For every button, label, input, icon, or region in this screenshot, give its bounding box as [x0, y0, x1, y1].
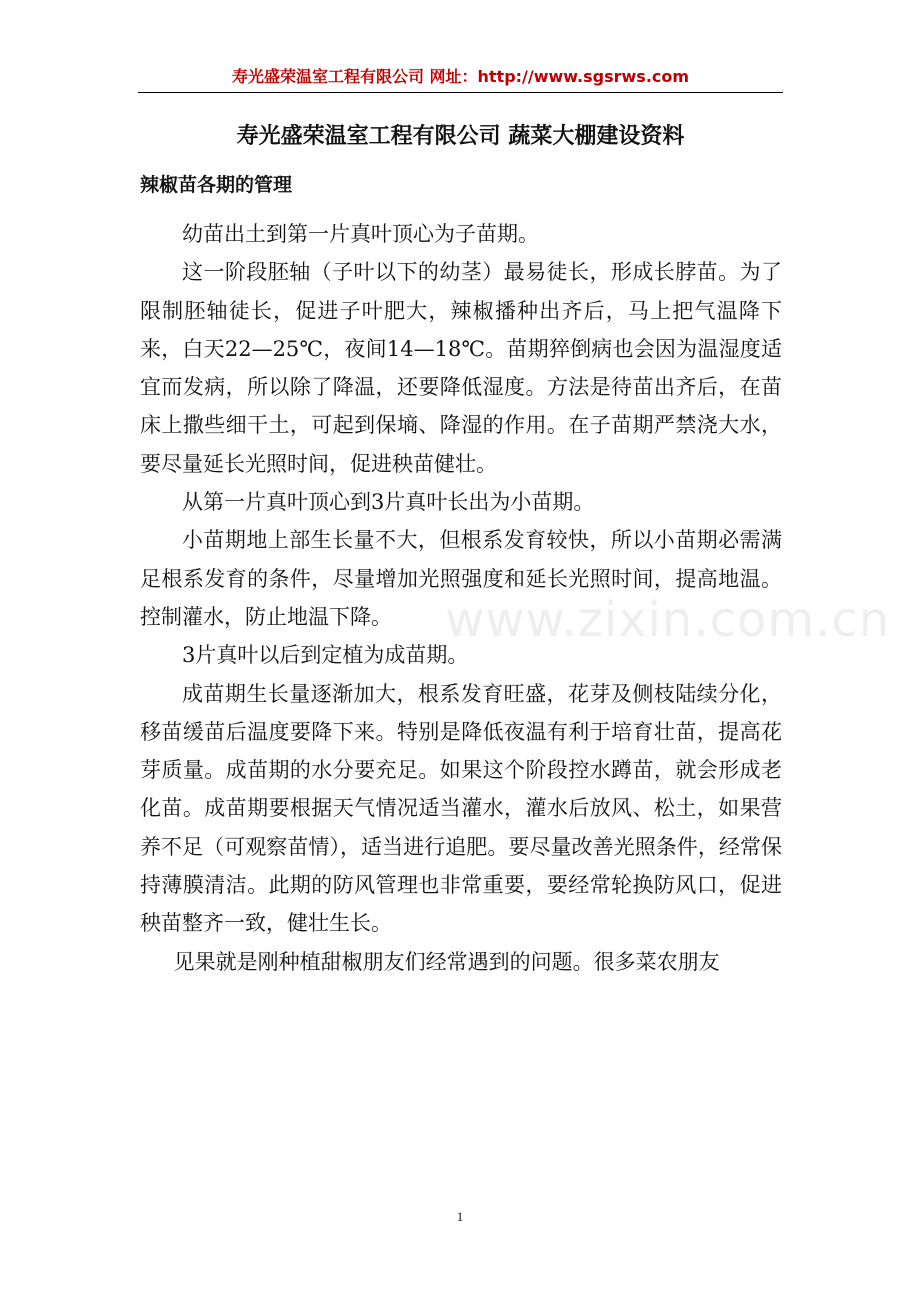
- document-title: 寿光盛荣温室工程有限公司 蔬菜大棚建设资料: [236, 124, 685, 149]
- watermark: www.zixin.com.cn: [445, 592, 891, 648]
- section-heading: 辣椒苗各期的管理: [140, 174, 293, 196]
- page-number: 1: [456, 1209, 464, 1224]
- body-text: [140, 215, 782, 981]
- paragraph: 从第一片真叶顶心到3片真叶长出为小苗期。: [182, 490, 595, 515]
- header-divider: [138, 92, 783, 93]
- paragraph: 小苗期地上部生长量不大，但根系发育较快，所以小苗期必需满足根系发育的条件，尽量增加光照强度和延长光照时间，提高地温。控制灌水，防止地温下降。: [140, 528, 782, 629]
- paragraph: 见果就是刚种植甜椒朋友们经常遇到的问题。很多菜农朋友: [173, 949, 720, 974]
- paragraph: 这一阶段胚轴（子叶以下的幼茎）最易徒长，形成长脖苗。为了限制胚轴徒长，促进子叶肥大，辣椒播种出齐后，马上把气温降下来，白天22—25℃，夜间14—18℃。苗期猝倒病也会因为温湿度适宜而发病，所以除了降温，还要降低湿度。方法是待苗出齐后，在苗床上撒些细干土，可起到保墒、降湿的作用。在子苗期严禁浇大水，要尽量延长光照时间，促进秧苗健壮。: [140, 260, 782, 476]
- paragraph: 成苗期生长量逐渐加大，根系发育旺盛，花芽及侧枝陆续分化，移苗缓苗后温度要降下来。特别是降低夜温有利于培育壮苗，提高花芽质量。成苗期的水分要充足。如果这个阶段控水蹲苗，就会形成老化苗。成苗期要根据天气情况适当灌水，灌水后放风、松土，如果营养不足（可观察苗情），适当进行追肥。要尽量改善光照条件，经常保持薄膜清洁。此期的防风管理也非常重要，要经常轮换防风口，促进秧苗整齐一致，健壮生长。: [140, 681, 782, 936]
- page-header: 寿光盛荣温室工程有限公司 网址：http://www.sgsrws.com: [231, 67, 690, 86]
- paragraph: 3片真叶以后到定植为成苗期。: [182, 643, 469, 668]
- paragraph: 幼苗出土到第一片真叶顶心为子苗期。: [182, 222, 539, 246]
